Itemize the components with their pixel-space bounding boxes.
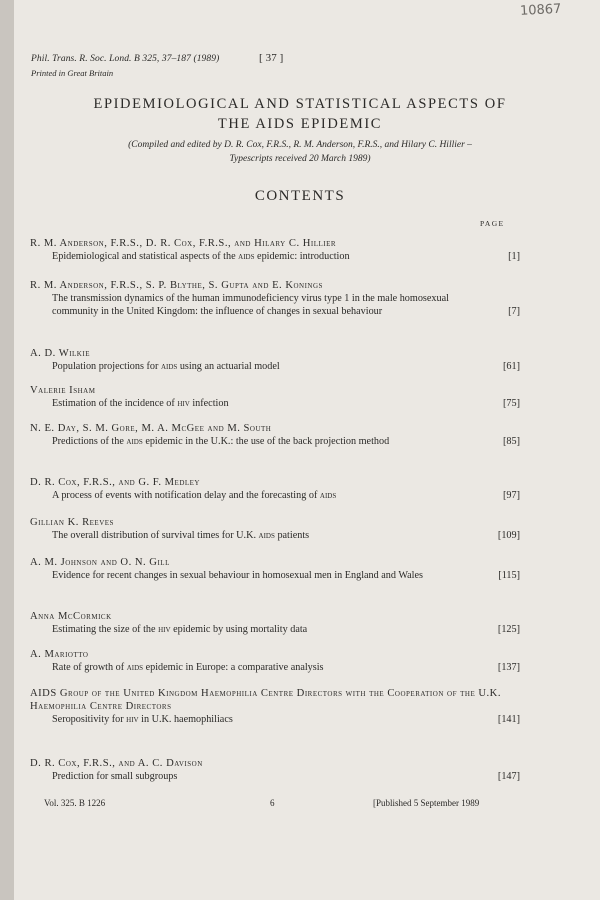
title-line-2: THE AIDS EPIDEMIC	[217, 116, 383, 132]
title-line-1: EPIDEMIOLOGICAL AND STATISTICAL ASPECTS OF	[93, 96, 507, 112]
entry-title	[52, 770, 457, 783]
entry-title-abbrev: aids	[126, 436, 143, 447]
entry-page: [141]	[497, 714, 520, 725]
entry-page: [115]	[498, 570, 520, 581]
entry-authors: Gillian K. Reeves	[30, 517, 114, 528]
entry-authors: AIDS Group of the United Kingdom Haemophilia Centre Directors with the Cooperation of the U.K. Haemophilia Centre Directors	[30, 688, 501, 712]
toc-entry	[30, 279, 520, 318]
entry-authors: A. M. Johnson and O. N. Gill	[30, 557, 170, 568]
entry-page: [109]	[497, 530, 520, 541]
toc-entry	[30, 757, 520, 783]
entry-authors: Anna McCormick	[30, 611, 112, 622]
entry-title	[52, 250, 457, 263]
entry-title-abbrev: aids	[160, 361, 178, 372]
entry-title-text: Evidence for recent changes in sexual behaviour in homosexual men in England and Wales	[52, 570, 423, 581]
entry-title	[52, 713, 457, 726]
toc-entry	[30, 476, 520, 502]
entry-title-text: Estimating the size of the	[52, 624, 159, 635]
document-title	[0, 94, 600, 134]
entry-title-abbrev: aids	[126, 662, 144, 673]
entry-authors: D. R. Cox, F.R.S., and G. F. Medley	[30, 477, 200, 488]
entry-title-text: epidemic: introduction	[254, 251, 350, 262]
entry-authors: R. M. Anderson, F.R.S., S. P. Blythe, S. Gupta and E. Konings	[30, 280, 323, 291]
entry-page: [97]	[503, 490, 520, 501]
entry-title-text: using an actuarial model	[177, 361, 280, 372]
entry-title-text: in U.K. haemophiliacs	[138, 714, 233, 725]
entry-title-text: Predictions of the	[52, 436, 127, 447]
footer-published: [Published 5 September 1989	[373, 798, 480, 808]
entry-title-abbrev: aids	[258, 530, 275, 541]
entry-title	[52, 661, 457, 674]
compiled-line-1: (Compiled and edited by D. R. Cox, F.R.S., R. M. Anderson, F.R.S., and Hilary C. Hillier –	[128, 140, 472, 150]
toc-entry	[30, 237, 520, 263]
entry-title-text: The overall distribution of survival times for U.K.	[52, 530, 259, 541]
journal-ref-text: Phil. Trans. R. Soc. Lond. B 325, 37–187 (1989)	[31, 54, 220, 64]
contents-heading: CONTENTS	[254, 188, 346, 204]
toc-entry	[30, 687, 520, 726]
compiled-by-note	[0, 138, 600, 166]
entry-title	[52, 569, 457, 582]
entry-title-text: The transmission dynamics of the human immunodeficiency virus type 1 in the male homosexual community in the United Kingdom: the influence of changes in sexual behaviour	[52, 293, 449, 317]
entry-title	[52, 397, 457, 410]
toc-entry	[30, 516, 520, 542]
entry-authors: A. Mariotto	[30, 649, 89, 660]
entry-authors: N. E. Day, S. M. Gore, M. A. McGee and M. South	[30, 423, 272, 434]
entry-page: [1]	[508, 251, 520, 262]
page-number: [ 37 ]	[259, 52, 284, 64]
toc-entry	[30, 347, 520, 373]
entry-title-text: Estimation of the incidence of	[52, 398, 178, 409]
entry-title-text: epidemic in the U.K.: the use of the back projection method	[142, 436, 390, 447]
entry-page: [75]	[503, 398, 520, 409]
entry-title-text: epidemic by using mortality data	[170, 624, 308, 635]
entry-title-abbrev: hiv	[158, 624, 171, 635]
entry-title	[52, 529, 457, 542]
journal-reference	[31, 52, 284, 64]
entry-title	[52, 292, 457, 318]
entry-authors: A. D. Wilkie	[30, 348, 90, 359]
entry-page: [85]	[503, 436, 520, 447]
entry-title-text: Prediction for small subgroups	[52, 771, 178, 782]
page-column-label: PAGE	[480, 219, 505, 228]
entry-title-abbrev: hiv	[126, 714, 139, 725]
printed-in-note: Printed in Great Britain	[31, 68, 114, 78]
entry-title-text: Rate of growth of	[52, 662, 127, 673]
entry-title	[52, 489, 457, 502]
entry-title-text: Epidemiological and statistical aspects of the	[52, 251, 239, 262]
entry-authors: Valerie Isham	[30, 385, 96, 396]
entry-title-text: epidemic in Europe: a comparative analysis	[143, 662, 324, 673]
entry-title	[52, 435, 457, 448]
toc-entry	[30, 648, 520, 674]
entry-title-text: Population projections for	[52, 361, 161, 372]
compiled-line-2: Typescripts received 20 March 1989)	[229, 154, 371, 164]
toc-entry	[30, 556, 520, 582]
entry-title-text: patients	[274, 530, 310, 541]
entry-page: [61]	[503, 361, 520, 372]
entry-authors: D. R. Cox, F.R.S., and A. C. Davison	[30, 758, 203, 769]
toc-entry	[30, 384, 520, 410]
footer-sheet: 6	[270, 798, 275, 808]
footer-volume: Vol. 325. B 1226	[44, 798, 106, 808]
entry-title	[52, 623, 457, 636]
entry-page: [7]	[508, 306, 520, 317]
entry-title-abbrev: aids	[319, 490, 337, 501]
entry-title	[52, 360, 457, 373]
entry-page: [147]	[497, 771, 520, 782]
toc-entry	[30, 422, 520, 448]
entry-title-abbrev: hiv	[177, 398, 190, 409]
entry-authors: R. M. Anderson, F.R.S., D. R. Cox, F.R.S., and Hilary C. Hillier	[30, 238, 337, 249]
entry-title-text: infection	[189, 398, 229, 409]
entry-title-text: A process of events with notification delay and the forecasting of	[52, 490, 320, 501]
toc-entry	[30, 610, 520, 636]
entry-page: [137]	[497, 662, 520, 673]
handwritten-annotation: 10867	[519, 1, 562, 19]
entry-title-text: Seropositivity for	[52, 714, 127, 725]
entry-page: [125]	[497, 624, 520, 635]
entry-title-abbrev: aids	[238, 251, 255, 262]
